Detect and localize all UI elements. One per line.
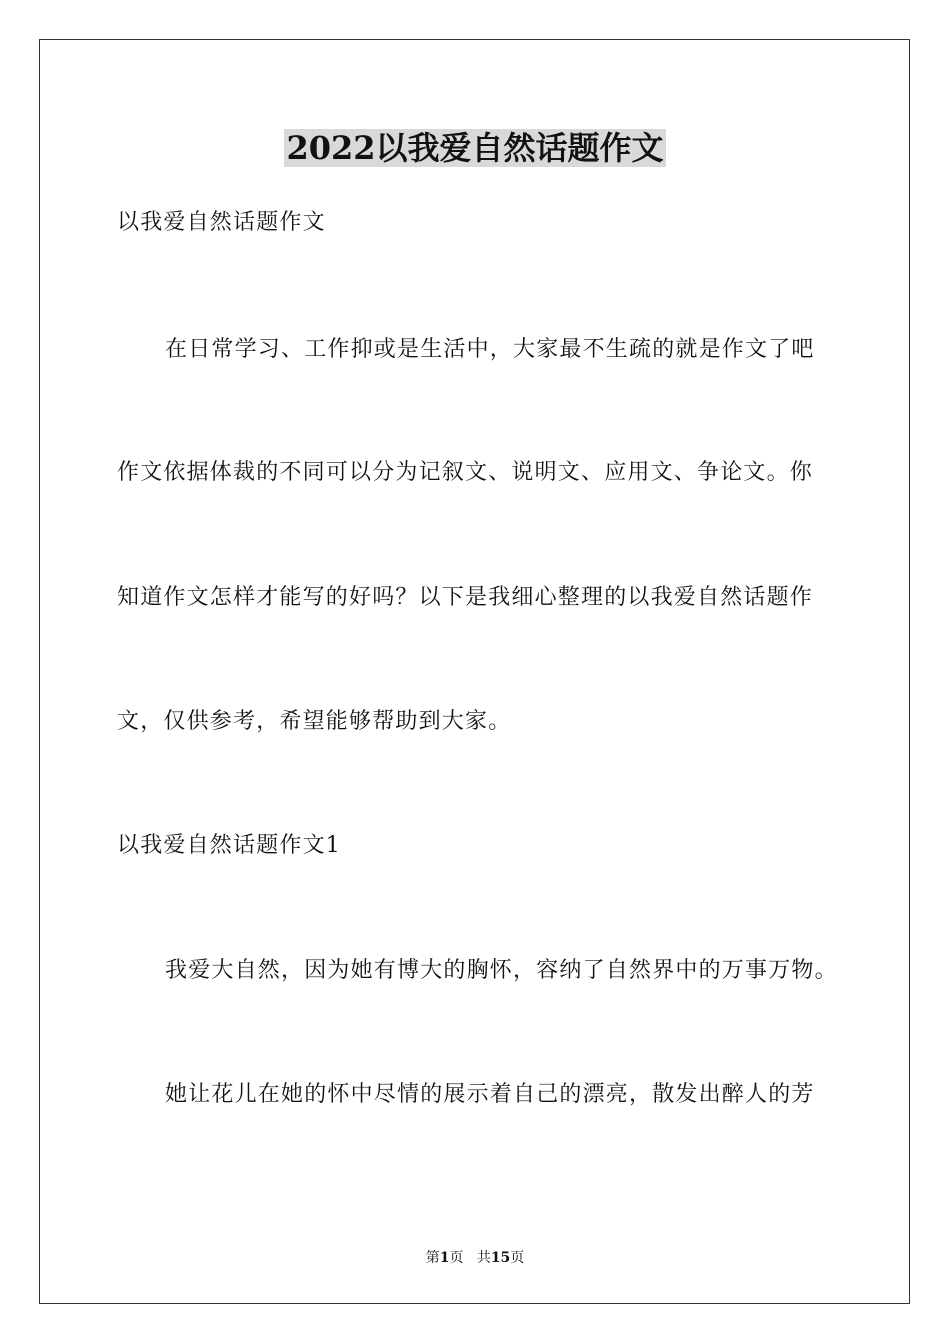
- section-heading: 以我爱自然话题作文1: [117, 833, 341, 858]
- paragraph-line: 在日常学习、工作抑或是生活中，大家最不生疏的就是作文了吧: [165, 337, 815, 362]
- paragraph-line: 作文依据体裁的不同可以分为记叙文、说明文、应用文、争论文。你: [117, 460, 814, 485]
- paragraph-line: 以我爱自然话题作文: [117, 210, 326, 235]
- paragraph-line: 我爱大自然，因为她有博大的胸怀，容纳了自然界中的万事万物。: [165, 958, 838, 983]
- page-footer: [0, 1249, 950, 1267]
- page-total: 15: [490, 1250, 511, 1266]
- page-prefix: 第: [425, 1250, 440, 1266]
- paragraph-line: 她让花儿在她的怀中尽情的展示着自己的漂亮，散发出醉人的芳: [165, 1082, 815, 1107]
- total-suffix: 页: [510, 1250, 525, 1266]
- document-title: [0, 126, 950, 170]
- document-title-text: 2022以我爱自然话题作文: [286, 129, 664, 167]
- page-current: 1: [439, 1250, 450, 1266]
- page-suffix: 页: [449, 1250, 464, 1266]
- paragraph-line: 文，仅供参考，希望能够帮助到大家。: [117, 709, 512, 734]
- total-prefix: 共: [476, 1250, 491, 1266]
- paragraph-line: 知道作文怎样才能写的好吗？以下是我细心整理的以我爱自然话题作: [117, 585, 814, 610]
